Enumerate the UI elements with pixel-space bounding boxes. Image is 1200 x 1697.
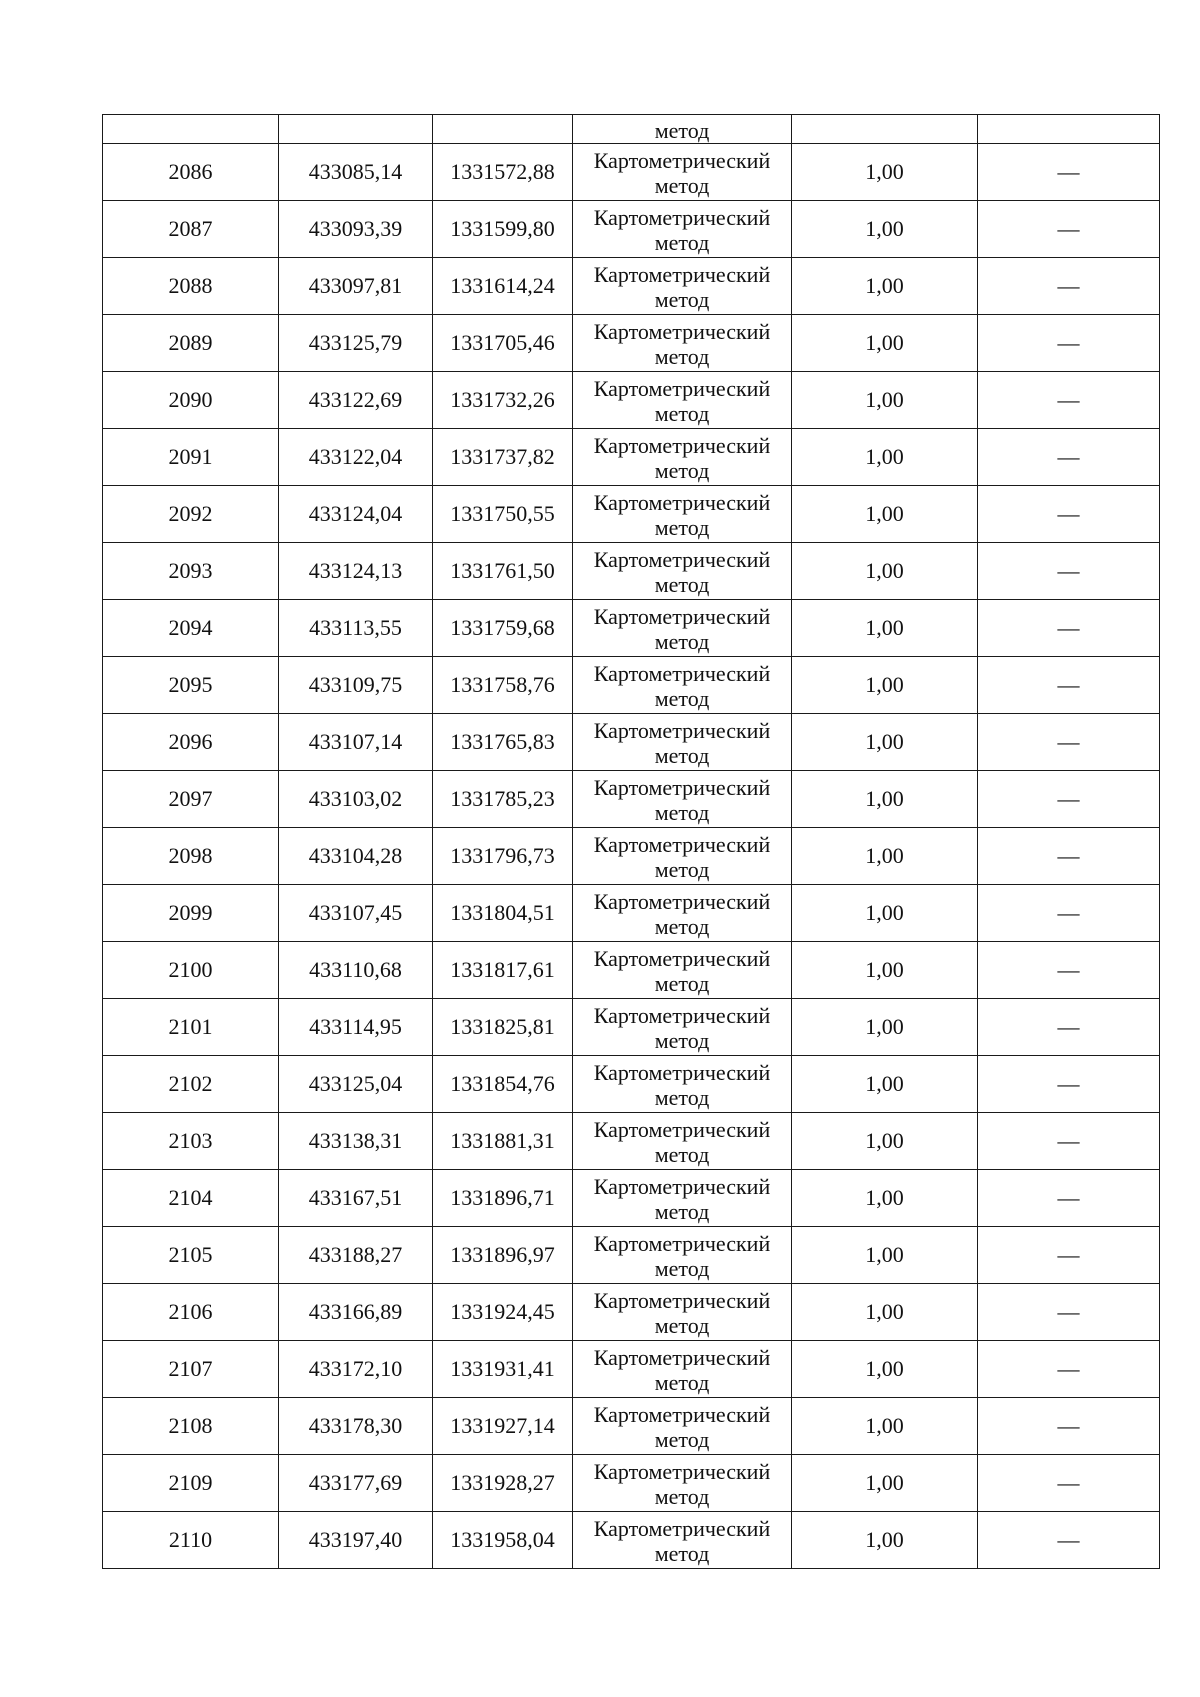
description-cell: — (978, 144, 1160, 201)
description-cell: — (978, 999, 1160, 1056)
description-cell: — (978, 714, 1160, 771)
y-coordinate-cell: 1331896,71 (433, 1170, 573, 1227)
accuracy-cell: 1,00 (792, 1341, 978, 1398)
method-cell (573, 885, 792, 942)
point-id-cell: 2105 (103, 1227, 279, 1284)
description-cell: — (978, 486, 1160, 543)
x-coordinate-cell: 433138,31 (279, 1113, 433, 1170)
method-line-2: метод (654, 343, 710, 369)
method-line-1: Картометрический (593, 318, 771, 344)
point-id-cell: 2109 (103, 1455, 279, 1512)
description-cell: — (978, 1227, 1160, 1284)
method-line-1: Картометрический (593, 660, 771, 686)
y-coordinate-cell: 1331758,76 (433, 657, 573, 714)
method-line-1: Картометрический (593, 1059, 771, 1085)
y-coordinate-cell: 1331737,82 (433, 429, 573, 486)
point-id-cell: 2107 (103, 1341, 279, 1398)
y-coordinate-cell: 1331817,61 (433, 942, 573, 999)
method-line-2: метод (654, 514, 710, 540)
table-row (103, 942, 1160, 999)
method-cell (573, 1455, 792, 1512)
description-cell: — (978, 258, 1160, 315)
point-id-cell: 2086 (103, 144, 279, 201)
method-line-1: Картометрический (593, 1116, 771, 1142)
method-line-1: Картометрический (593, 1401, 771, 1427)
method-line-2: метод (654, 172, 710, 198)
method-cell (573, 1113, 792, 1170)
method-line-2: метод (654, 1198, 710, 1224)
method-line-1: Картометрический (593, 546, 771, 572)
method-cell (573, 714, 792, 771)
point-id-cell: 2102 (103, 1056, 279, 1113)
accuracy-cell: 1,00 (792, 885, 978, 942)
point-id-cell: 2087 (103, 201, 279, 258)
method-line-1: Картометрический (593, 1458, 771, 1484)
table-row (103, 1170, 1160, 1227)
table-row (103, 486, 1160, 543)
method-line-2: метод (654, 457, 710, 483)
method-cell (573, 942, 792, 999)
method-cell (573, 315, 792, 372)
y-coordinate-cell: 1331761,50 (433, 543, 573, 600)
accuracy-cell: 1,00 (792, 1284, 978, 1341)
method-cell (573, 372, 792, 429)
point-id-cell: 2104 (103, 1170, 279, 1227)
x-coordinate-cell: 433110,68 (279, 942, 433, 999)
method-line-2: метод (654, 913, 710, 939)
method-line-2: метод (654, 1084, 710, 1110)
table-row (103, 1227, 1160, 1284)
table-row (103, 1341, 1160, 1398)
y-coordinate-cell: 1331572,88 (433, 144, 573, 201)
table-row (103, 771, 1160, 828)
method-line-1: Картометрический (593, 261, 771, 287)
method-line-1: Картометрический (593, 375, 771, 401)
y-coordinate-cell: 1331825,81 (433, 999, 573, 1056)
continuation-row (103, 115, 1160, 144)
description-cell: — (978, 771, 1160, 828)
method-line-1: Картометрический (593, 603, 771, 629)
point-id-cell: 2090 (103, 372, 279, 429)
point-id-cell: 2096 (103, 714, 279, 771)
point-id-cell: 2101 (103, 999, 279, 1056)
accuracy-cell: 1,00 (792, 942, 978, 999)
table-row (103, 657, 1160, 714)
accuracy-cell: 1,00 (792, 771, 978, 828)
accuracy-cell: 1,00 (792, 144, 978, 201)
table-row (103, 1056, 1160, 1113)
point-id-cell: 2093 (103, 543, 279, 600)
method-cell (573, 1398, 792, 1455)
method-line-1: Картометрический (593, 774, 771, 800)
accuracy-cell: 1,00 (792, 657, 978, 714)
point-id-cell: 2100 (103, 942, 279, 999)
x-coordinate-cell: 433122,04 (279, 429, 433, 486)
x-coordinate-cell: 433172,10 (279, 1341, 433, 1398)
x-coordinate-cell: 433125,79 (279, 315, 433, 372)
method-line-2: метод (654, 970, 710, 996)
y-coordinate-cell: 1331927,14 (433, 1398, 573, 1455)
y-coordinate-cell: 1331599,80 (433, 201, 573, 258)
accuracy-cell: 1,00 (792, 828, 978, 885)
table-row (103, 828, 1160, 885)
method-cell (573, 1227, 792, 1284)
table-row (103, 999, 1160, 1056)
accuracy-cell: 1,00 (792, 600, 978, 657)
point-id-cell: 2094 (103, 600, 279, 657)
point-id-cell: 2091 (103, 429, 279, 486)
table-row (103, 1284, 1160, 1341)
method-line-1: Картометрический (593, 147, 771, 173)
point-id-cell (103, 115, 279, 144)
accuracy-cell: 1,00 (792, 315, 978, 372)
description-cell: — (978, 828, 1160, 885)
y-coordinate-cell (433, 115, 573, 144)
y-coordinate-cell: 1331796,73 (433, 828, 573, 885)
method-line-1: Картометрический (593, 1287, 771, 1313)
accuracy-cell: 1,00 (792, 258, 978, 315)
method-cell (573, 201, 792, 258)
table-row (103, 885, 1160, 942)
x-coordinate-cell: 433109,75 (279, 657, 433, 714)
x-coordinate-cell (279, 115, 433, 144)
description-cell: — (978, 1512, 1160, 1569)
x-coordinate-cell: 433122,69 (279, 372, 433, 429)
point-id-cell: 2110 (103, 1512, 279, 1569)
accuracy-cell: 1,00 (792, 1398, 978, 1455)
method-line-1: Картометрический (593, 1515, 771, 1541)
method-cell (573, 1284, 792, 1341)
x-coordinate-cell: 433125,04 (279, 1056, 433, 1113)
method-line-2: метод (654, 1426, 710, 1452)
method-line-2: метод (654, 1483, 710, 1509)
coordinates-table (102, 114, 1160, 1569)
x-coordinate-cell: 433103,02 (279, 771, 433, 828)
accuracy-cell (792, 115, 978, 144)
point-id-cell: 2088 (103, 258, 279, 315)
method-cell (573, 429, 792, 486)
point-id-cell: 2098 (103, 828, 279, 885)
method-cell (573, 771, 792, 828)
x-coordinate-cell: 433188,27 (279, 1227, 433, 1284)
description-cell: — (978, 315, 1160, 372)
method-line-2: метод (654, 856, 710, 882)
y-coordinate-cell: 1331614,24 (433, 258, 573, 315)
method-line-1: Картометрический (593, 1230, 771, 1256)
method-line-2: метод (654, 1540, 710, 1566)
accuracy-cell: 1,00 (792, 1227, 978, 1284)
table-row (103, 600, 1160, 657)
table-row (103, 714, 1160, 771)
method-line-2: метод (654, 1027, 710, 1053)
description-cell: — (978, 1341, 1160, 1398)
method-line-1: Картометрический (593, 1344, 771, 1370)
method-line-2: метод (654, 571, 710, 597)
accuracy-cell: 1,00 (792, 1113, 978, 1170)
method-cell (573, 144, 792, 201)
point-id-cell: 2103 (103, 1113, 279, 1170)
y-coordinate-cell: 1331931,41 (433, 1341, 573, 1398)
description-cell: — (978, 657, 1160, 714)
table-row (103, 258, 1160, 315)
description-cell: — (978, 543, 1160, 600)
accuracy-cell: 1,00 (792, 1512, 978, 1569)
accuracy-cell: 1,00 (792, 543, 978, 600)
method-line-1: Картометрический (593, 1173, 771, 1199)
x-coordinate-cell: 433113,55 (279, 600, 433, 657)
table-row (103, 429, 1160, 486)
method-cell (573, 600, 792, 657)
point-id-cell: 2092 (103, 486, 279, 543)
x-coordinate-cell: 433097,81 (279, 258, 433, 315)
table-row (103, 315, 1160, 372)
point-id-cell: 2097 (103, 771, 279, 828)
table-row (103, 1455, 1160, 1512)
y-coordinate-cell: 1331896,97 (433, 1227, 573, 1284)
x-coordinate-cell: 433107,45 (279, 885, 433, 942)
method-line-2: метод (654, 1255, 710, 1281)
y-coordinate-cell: 1331705,46 (433, 315, 573, 372)
method-cell (573, 657, 792, 714)
x-coordinate-cell: 433197,40 (279, 1512, 433, 1569)
coordinates-table-body (103, 115, 1160, 1569)
method-cell (573, 258, 792, 315)
method-line-1: Картометрический (593, 945, 771, 971)
method-line-2: метод (654, 799, 710, 825)
y-coordinate-cell: 1331854,76 (433, 1056, 573, 1113)
accuracy-cell: 1,00 (792, 201, 978, 258)
table-row (103, 543, 1160, 600)
x-coordinate-cell: 433167,51 (279, 1170, 433, 1227)
point-id-cell: 2106 (103, 1284, 279, 1341)
y-coordinate-cell: 1331759,68 (433, 600, 573, 657)
x-coordinate-cell: 433093,39 (279, 201, 433, 258)
method-line-1: Картометрический (593, 1002, 771, 1028)
table-row (103, 1113, 1160, 1170)
accuracy-cell: 1,00 (792, 372, 978, 429)
x-coordinate-cell: 433177,69 (279, 1455, 433, 1512)
description-cell (978, 115, 1160, 144)
description-cell: — (978, 1056, 1160, 1113)
x-coordinate-cell: 433114,95 (279, 999, 433, 1056)
description-cell: — (978, 1284, 1160, 1341)
point-id-cell: 2095 (103, 657, 279, 714)
y-coordinate-cell: 1331750,55 (433, 486, 573, 543)
description-cell: — (978, 885, 1160, 942)
description-cell: — (978, 372, 1160, 429)
description-cell: — (978, 600, 1160, 657)
description-cell: — (978, 201, 1160, 258)
method-line-2: метод (654, 286, 710, 312)
description-cell: — (978, 1455, 1160, 1512)
method-cell (573, 543, 792, 600)
method-cell (573, 1512, 792, 1569)
x-coordinate-cell: 433178,30 (279, 1398, 433, 1455)
table-row (103, 1398, 1160, 1455)
table-row (103, 144, 1160, 201)
method-line-1: Картометрический (593, 489, 771, 515)
method-cell (573, 999, 792, 1056)
method-cell: метод (573, 115, 792, 144)
method-cell (573, 1341, 792, 1398)
point-id-cell: 2099 (103, 885, 279, 942)
method-line-1: Картометрический (593, 888, 771, 914)
y-coordinate-cell: 1331785,23 (433, 771, 573, 828)
y-coordinate-cell: 1331765,83 (433, 714, 573, 771)
point-id-cell: 2108 (103, 1398, 279, 1455)
description-cell: — (978, 1170, 1160, 1227)
accuracy-cell: 1,00 (792, 429, 978, 486)
method-line-1: Картометрический (593, 432, 771, 458)
y-coordinate-cell: 1331924,45 (433, 1284, 573, 1341)
method-line-2: метод (654, 400, 710, 426)
accuracy-cell: 1,00 (792, 1056, 978, 1113)
method-cell (573, 1056, 792, 1113)
table-row (103, 372, 1160, 429)
description-cell: — (978, 1398, 1160, 1455)
method-line-2: метод (654, 628, 710, 654)
method-line-1: Картометрический (593, 831, 771, 857)
x-coordinate-cell: 433124,04 (279, 486, 433, 543)
accuracy-cell: 1,00 (792, 486, 978, 543)
x-coordinate-cell: 433107,14 (279, 714, 433, 771)
table-row (103, 201, 1160, 258)
method-line-2: метод (654, 1312, 710, 1338)
x-coordinate-cell: 433085,14 (279, 144, 433, 201)
method-line-2: метод (654, 1141, 710, 1167)
method-line-2: метод (654, 1369, 710, 1395)
method-line-1: Картометрический (593, 717, 771, 743)
y-coordinate-cell: 1331881,31 (433, 1113, 573, 1170)
point-id-cell: 2089 (103, 315, 279, 372)
x-coordinate-cell: 433166,89 (279, 1284, 433, 1341)
table-row (103, 1512, 1160, 1569)
method-cell (573, 828, 792, 885)
accuracy-cell: 1,00 (792, 714, 978, 771)
method-cell (573, 486, 792, 543)
method-line-2: метод (654, 229, 710, 255)
y-coordinate-cell: 1331958,04 (433, 1512, 573, 1569)
y-coordinate-cell: 1331732,26 (433, 372, 573, 429)
x-coordinate-cell: 433104,28 (279, 828, 433, 885)
description-cell: — (978, 1113, 1160, 1170)
method-line-2: метод (654, 742, 710, 768)
accuracy-cell: 1,00 (792, 1455, 978, 1512)
method-line-2: метод (654, 685, 710, 711)
method-cell (573, 1170, 792, 1227)
x-coordinate-cell: 433124,13 (279, 543, 433, 600)
y-coordinate-cell: 1331804,51 (433, 885, 573, 942)
description-cell: — (978, 429, 1160, 486)
description-cell: — (978, 942, 1160, 999)
accuracy-cell: 1,00 (792, 1170, 978, 1227)
accuracy-cell: 1,00 (792, 999, 978, 1056)
y-coordinate-cell: 1331928,27 (433, 1455, 573, 1512)
method-line-1: Картометрический (593, 204, 771, 230)
